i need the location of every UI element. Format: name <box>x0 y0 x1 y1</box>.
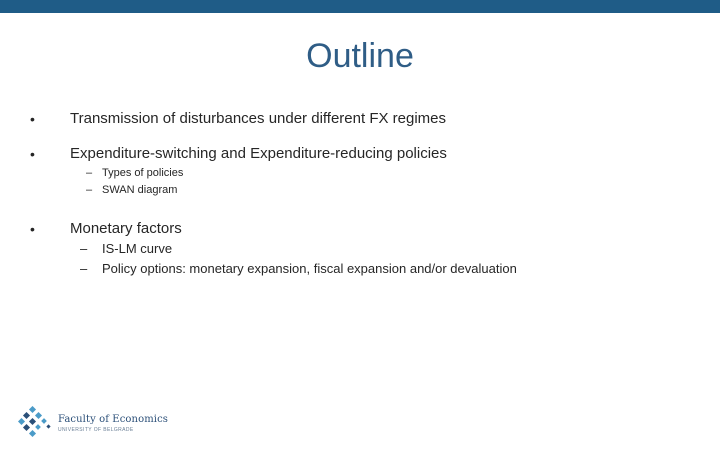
sub-bullet-text: Policy options: monetary expansion, fiscal expansion and/or devaluation <box>102 261 517 276</box>
bullet-text: Transmission of disturbances under different FX regimes <box>70 110 447 127</box>
dot-cluster-logo-icon <box>18 406 54 440</box>
sub-bullet-symbol: – <box>86 167 93 179</box>
sub-bullet-text: SWAN diagram <box>102 184 178 196</box>
sub-bullet-symbol: – <box>86 184 93 196</box>
sub-bullet-symbol: – <box>80 261 88 276</box>
bullet-symbol: • <box>30 111 35 127</box>
bullet-text: Monetary factors <box>70 220 182 237</box>
logo-subtitle: UNIVERSITY OF BELGRADE <box>58 427 134 433</box>
logo-name: Faculty of Economics <box>58 414 169 425</box>
bullet-text: Expenditure-switching and Expenditure-reducing policies <box>70 145 447 162</box>
sub-bullet-text: Types of policies <box>102 167 184 179</box>
sub-bullet-text: IS-LM curve <box>102 241 173 256</box>
bullet-symbol: • <box>30 221 35 237</box>
header-bar <box>0 0 720 13</box>
bullet-symbol: • <box>30 146 35 162</box>
slide-title: Outline <box>306 37 414 75</box>
faculty-logo <box>18 406 169 440</box>
sub-bullet-symbol: – <box>80 241 88 256</box>
